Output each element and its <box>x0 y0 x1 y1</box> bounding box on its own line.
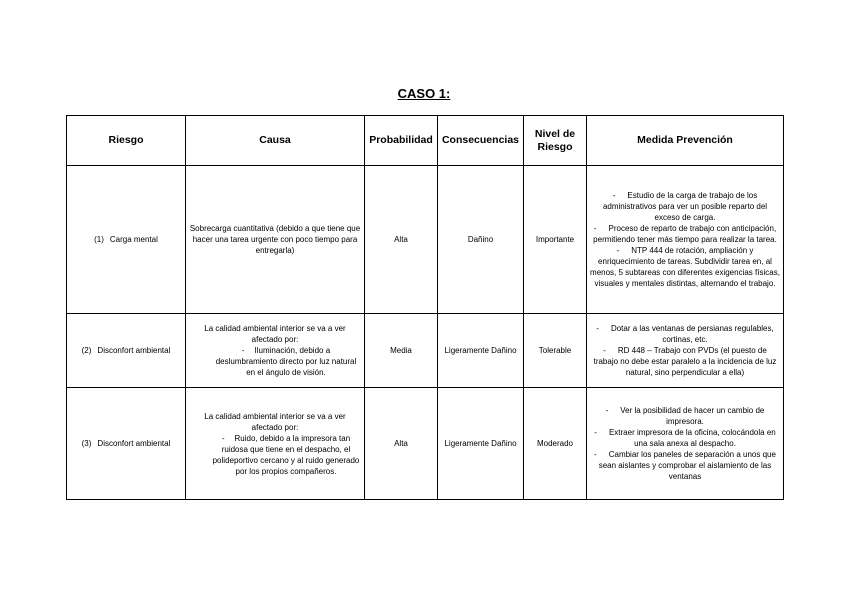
measure-item: - Proceso de reparto de trabajo con anticipación, permitiendo tener más tiempo para realizar la tarea. <box>593 224 777 244</box>
risk-name: Disconfort ambiental <box>97 439 171 448</box>
header-medida-prevencion: Medida Prevención <box>587 116 784 166</box>
consequences-cell: Dañino <box>438 166 524 314</box>
risk-name: Disconfort ambiental <box>97 346 171 355</box>
cause-intro: La calidad ambiental interior se va a ver afectado por: <box>204 324 346 344</box>
risk-table <box>66 115 784 500</box>
measure-item: - NTP 444 de rotación, ampliación y enriquecimiento de tareas. Subdividir tarea en, al menos, 5 subtareas con diferentes exigencias físicas, visuales y mentales distintas, alternando el trabajo. <box>590 246 780 288</box>
measure-item: - Cambiar los paneles de separación a unos que sean aislantes y comprobar el aislamiento de las ventanas <box>594 450 776 481</box>
table-row <box>67 166 784 314</box>
measure-item: - Dotar a las ventanas de persianas regulables, cortinas, etc. <box>596 324 774 344</box>
header-causa: Causa <box>186 116 365 166</box>
risk-name: Carga mental <box>109 235 158 244</box>
table-row <box>67 314 784 388</box>
measure-item: - Ver la posibilidad de hacer un cambio de impresora. <box>605 406 765 426</box>
cause-cell <box>186 166 365 314</box>
cause-bullet: - Iluminación, debido a deslumbramiento directo por luz natural en el ángulo de visión. <box>215 346 357 377</box>
table-row <box>67 388 784 500</box>
cause-cell <box>186 388 365 500</box>
probability-cell: Media <box>365 314 438 388</box>
document-title: CASO 1: <box>397 86 451 101</box>
header-nivel-riesgo: Nivel de Riesgo <box>524 116 587 166</box>
level-cell: Importante <box>524 166 587 314</box>
cause-intro: La calidad ambiental interior se va a ver afectado por: <box>204 411 346 432</box>
header-row <box>67 116 784 166</box>
header-probabilidad: Probabilidad <box>365 116 438 166</box>
probability-cell: Alta <box>365 166 438 314</box>
cause-bullet: - Ruido, debido a la impresora tan ruidosa que tiene en el despacho, el polideportivo cercano y al ruido generado por los propios compañeros. <box>212 433 360 476</box>
measures-cell <box>587 166 784 314</box>
level-cell: Moderado <box>524 388 587 500</box>
risk-cell <box>67 166 186 314</box>
risk-number: (3) <box>81 439 92 448</box>
consequences-cell: Ligeramente Dañino <box>438 314 524 388</box>
header-riesgo: Riesgo <box>67 116 186 166</box>
measures-cell <box>587 388 784 500</box>
probability-cell: Alta <box>365 388 438 500</box>
measures-cell <box>587 314 784 388</box>
risk-cell <box>67 388 186 500</box>
cause-text: Sobrecarga cuantitativa (debido a que tiene que hacer una tarea urgente con poco tiempo para entregarla) <box>189 224 361 255</box>
measure-item: - RD 448 – Trabajo con PVDs (el puesto de trabajo no debe estar paralelo a la incidencia de luz natural, sino perpendicular a ella) <box>593 346 777 377</box>
risk-number: (2) <box>81 346 92 355</box>
risk-number: (1) <box>94 235 104 244</box>
risk-cell <box>67 314 186 388</box>
header-consecuencias: Consecuencias <box>438 116 524 166</box>
cause-cell <box>186 314 365 388</box>
consequences-cell: Ligeramente Dañino <box>438 388 524 500</box>
measure-item: - Extraer impresora de la oficina, colocándola en una sala anexa al despacho. <box>594 428 776 448</box>
measure-item: - Estudio de la carga de trabajo de los administrativos para ver un posible reparto del exceso de carga. <box>602 191 768 222</box>
level-cell: Tolerable <box>524 314 587 388</box>
